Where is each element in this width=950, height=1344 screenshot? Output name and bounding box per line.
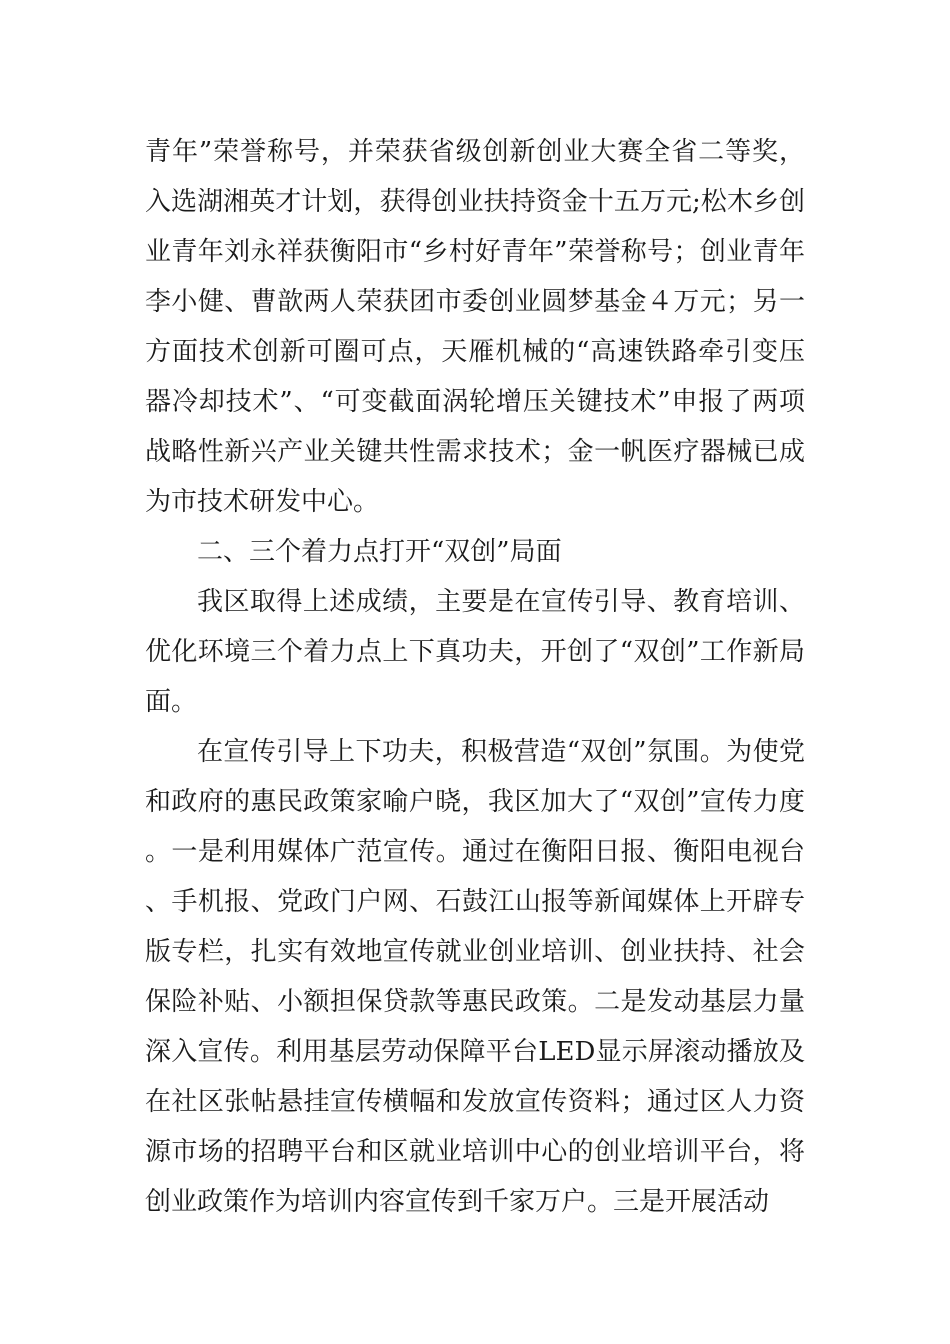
paragraph-continuation: 青年”荣誉称号，并荣获省级创新创业大赛全省二等奖，入选湖湘英才计划，获得创业扶持资金十五万元;松木乡创业青年刘永祥获衡阳市“乡村好青年”荣誉称号；创业青年李小健、曹歆两人荣获团市委创业圆梦基金４万元；另一方面技术创新可圈可点，天雁机械的“高速铁路牵引变压器冷却技术”、“可变截面涡轮增压关键技术”申报了两项战略性新兴产业关键共性需求技术；金一帆医疗器械已成为市技术研发中心。 (145, 137, 805, 517)
section-heading: 二、三个着力点打开“双创”局面 (197, 537, 562, 567)
paragraph-summary: 我区取得上述成绩，主要是在宣传引导、教育培训、优化环境三个着力点上下真功夫，开创了“双创”工作新局面。 (145, 587, 805, 717)
document-body (145, 127, 805, 1227)
paragraph-publicity: 在宣传引导上下功夫，积极营造“双创”氛围。为使党和政府的惠民政策家喻户晓，我区加大了“双创”宣传力度。一是利用媒体广范宣传。通过在衡阳日报、衡阳电视台、手机报、党政门户网、石鼓江山报等新闻媒体上开辟专版专栏，扎实有效地宣传就业创业培训、创业扶持、社会保险补贴、小额担保贷款等惠民政策。二是发动基层力量深入宣传。利用基层劳动保障平台LED显示屏滚动播放及在社区张帖悬挂宣传横幅和发放宣传资料；通过区人力资源市场的招聘平台和区就业培训中心的创业培训平台，将创业政策作为培训内容宣传到千家万户。三是开展活动 (145, 737, 805, 1217)
